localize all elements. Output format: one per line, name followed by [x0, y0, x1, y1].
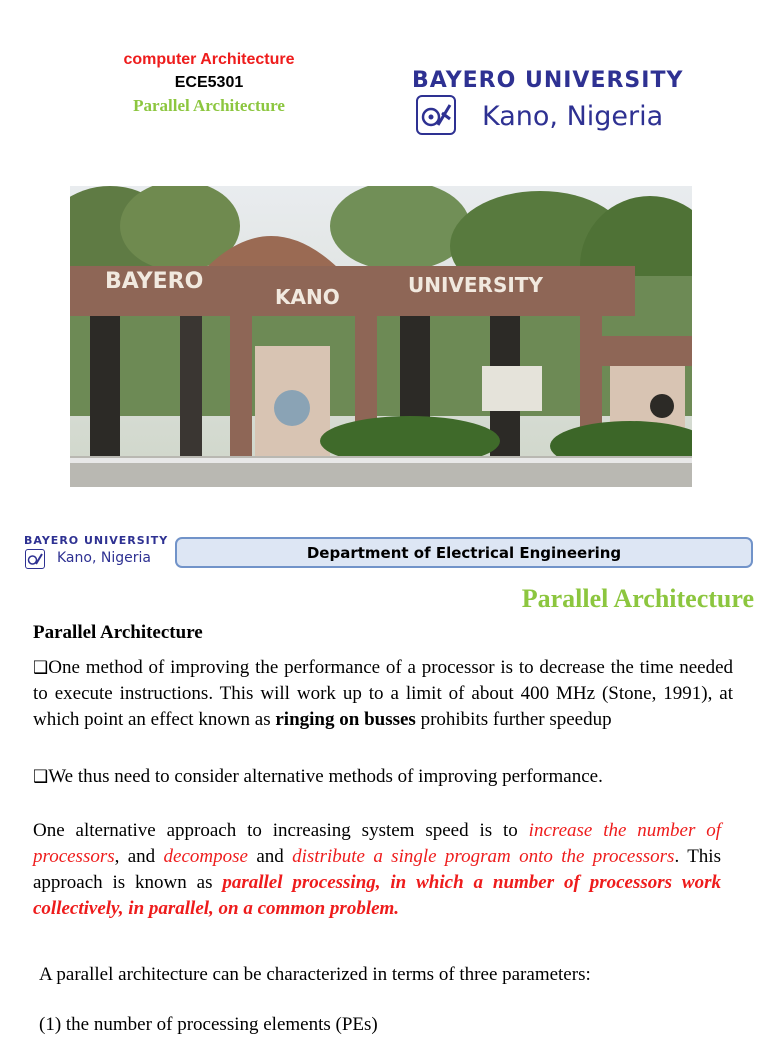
para-text-4: . This approach is known as — [33, 846, 721, 893]
bullet-1 — [33, 655, 733, 733]
para-highlight-3: distribute a single program onto the processors — [292, 846, 675, 867]
course-code: ECE5301 — [174, 74, 244, 91]
logo-location: Kano, Nigeria — [482, 101, 664, 132]
section-heading-text: Parallel Architecture — [33, 622, 203, 643]
section-heading — [33, 620, 733, 646]
course-topic: Parallel Architecture — [133, 96, 285, 115]
department-banner: Department of Electrical Engineering — [175, 537, 753, 568]
bullet-2-text: We thus need to consider alternative methods of improving performance. — [48, 766, 603, 787]
para-highlight-4: parallel processing, in which a number of processors work collectively, in parallel, on a common problem. — [33, 872, 721, 919]
para-highlight-2: decompose — [163, 846, 248, 867]
gate-sign-center: KANO — [275, 285, 340, 309]
characterization-intro: A parallel architecture can be characterized in terms of three parameters: — [39, 964, 591, 985]
logo-university-name: BAYERO UNIVERSITY — [412, 68, 684, 93]
bullet-square-icon: ❑ — [33, 767, 49, 787]
bullet-2 — [33, 764, 733, 790]
gate-sign-right: UNIVERSITY — [408, 273, 543, 297]
slide-title: Parallel Architecture — [521, 584, 754, 613]
para-text-2: , and — [114, 846, 164, 867]
para-text-3: and — [247, 846, 293, 867]
bullet-1-text-b: prohibits further speedup — [415, 709, 612, 730]
campus-gate-photo — [70, 186, 692, 487]
university-logo — [412, 68, 712, 144]
logo-small-university-name: BAYERO UNIVERSITY — [24, 534, 169, 547]
university-emblem-small-icon — [25, 549, 45, 569]
logo-small-location: Kano, Nigeria — [57, 550, 151, 566]
university-logo-small — [24, 534, 174, 572]
gate-sign-left: BAYERO — [105, 269, 204, 294]
bullet-1-text-a: One method of improving the performance of a processor is to decrease the time needed to execute instructions. This will work up to a limit of about 400 MHz (Stone, 1991), at which point an effect known as — [33, 657, 733, 730]
para-text-1: One alternative approach to increasing system speed is to — [33, 820, 529, 841]
list-item-1: (1) the number of processing elements (PEs) — [39, 1014, 378, 1035]
approach-paragraph — [33, 818, 721, 922]
para-highlight-1: increase the number of processors — [33, 820, 721, 867]
university-emblem-icon — [416, 95, 456, 135]
course-name: computer Architecture — [123, 51, 295, 68]
bullet-1-bold: ringing on busses — [275, 709, 416, 730]
bullet-square-icon: ❑ — [33, 658, 49, 678]
